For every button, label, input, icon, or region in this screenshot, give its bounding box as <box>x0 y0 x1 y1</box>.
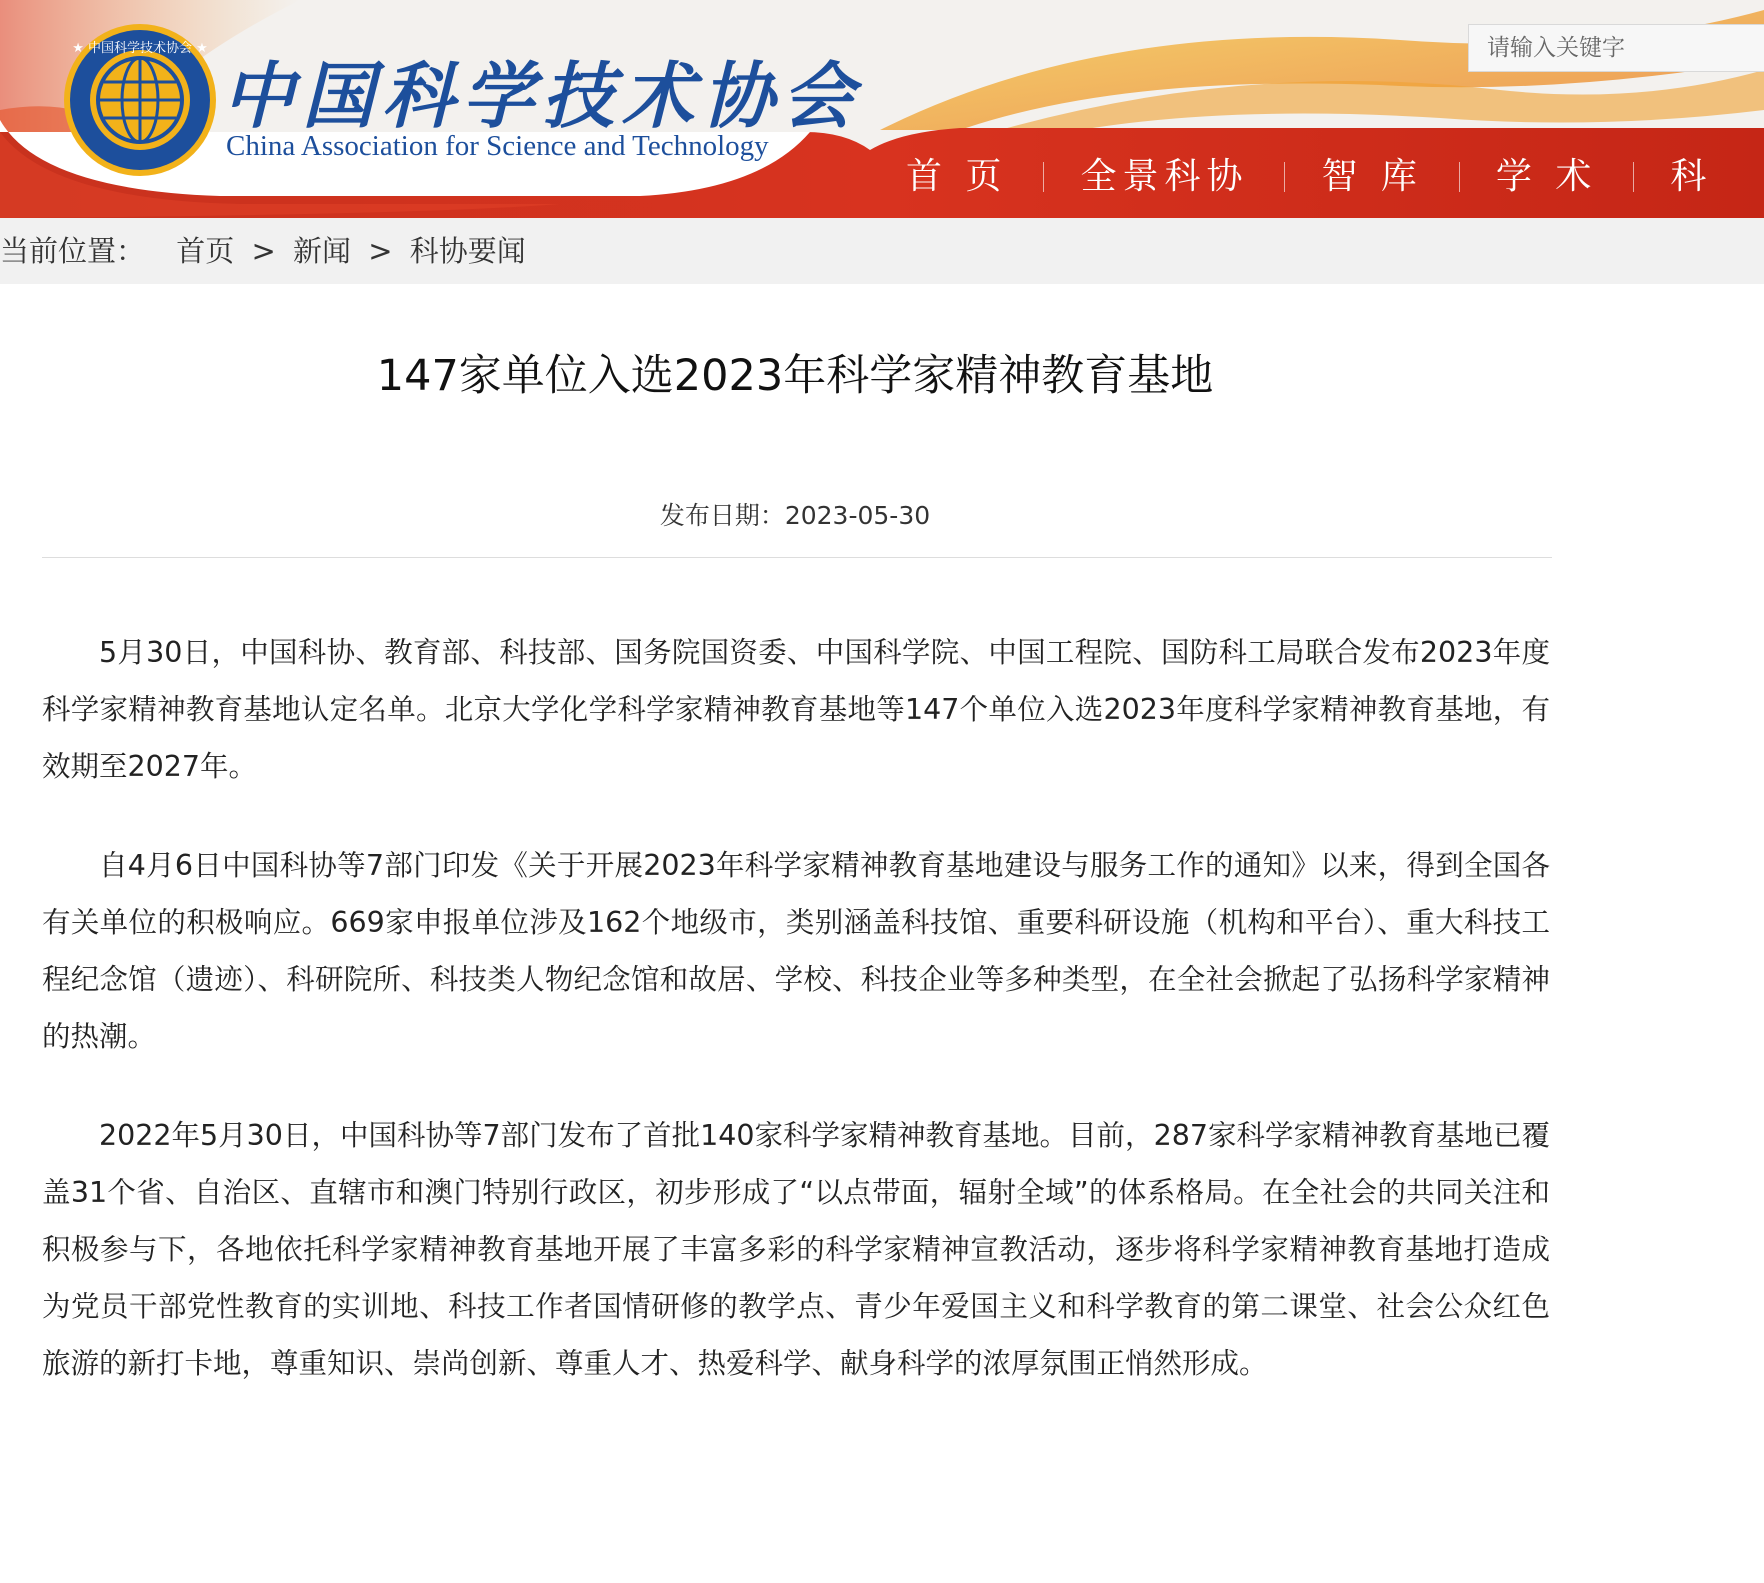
breadcrumb-link-cast-news[interactable]: 科协要闻 <box>409 234 526 268</box>
article-paragraph: 自4月6日中国科协等7部门印发《关于开展2023年科学家精神教育基地建设与服务工作的通知》以来，得到全国各有关单位的积极响应。669家申报单位涉及162个地级市，类别涵盖科技馆、重要科研设施（机构和平台）、重大科技工程纪念馆（遗迹）、科研院所、科技类人物纪念馆和故居、学校、科技企业等多种类型，在全社会掀起了弘扬科学家精神的热潮。 <box>42 849 1550 1053</box>
site-logo-chinese[interactable]: 中国科学技术协会 <box>222 53 863 138</box>
article-body <box>42 624 1550 1434</box>
breadcrumb-separator: > <box>251 234 276 268</box>
site-logo-english[interactable]: China Association for Science and Technology <box>226 130 769 162</box>
nav-item-think-tank[interactable]: 智 库 <box>1321 156 1423 197</box>
emblem-ring-text: ★ 中国科学技术协会 ★ <box>72 41 208 56</box>
article-title: 147家单位入选2023年科学家精神教育基地 <box>376 351 1214 401</box>
publish-date: 发布日期：2023-05-30 <box>659 501 931 530</box>
breadcrumb <box>0 218 1764 284</box>
nav-item-panorama[interactable]: 全景科协 <box>1080 156 1249 197</box>
search-input[interactable]: 请输入关键字 <box>1468 24 1764 72</box>
nav-item-academic[interactable]: 学 术 <box>1495 156 1598 197</box>
title-divider <box>42 557 1552 558</box>
breadcrumb-separator: > <box>368 234 393 268</box>
breadcrumb-link-home[interactable]: 首页 <box>176 234 235 268</box>
article-paragraph: 5月30日，中国科协、教育部、科技部、国务院国资委、中国科学院、中国工程院、国防科工局联合发布2023年度科学家精神教育基地认定名单。北京大学化学科学家精神教育基地等147个单位入选2023年度科学家精神教育基地，有效期至2027年。 <box>42 636 1550 783</box>
nav-item-more[interactable]: 科 <box>1670 156 1713 197</box>
article-paragraph: 2022年5月30日，中国科协等7部门发布了首批140家科学家精神教育基地。目前，287家科学家精神教育基地已覆盖31个省、自治区、直辖市和澳门特别行政区，初步形成了“以点带面，辐射全域”的体系格局。在全社会的共同关注和积极参与下，各地依托科学家精神教育基地开展了丰富多彩的科学家精神宣教活动，逐步将科学家精神教育基地打造成为党员干部党性教育的实训地、科技工作者国情研修的教学点、青少年爱国主义和科学教育的第二课堂、社会公众红色旅游的新打卡地，尊重知识、崇尚创新、尊重人才、热爱科学、献身科学的浓厚氛围正悄然形成。 <box>42 1119 1550 1380</box>
breadcrumb-label: 当前位置： <box>0 234 146 268</box>
site-header <box>0 0 1764 218</box>
nav-item-home[interactable]: 首 页 <box>906 156 1008 197</box>
breadcrumb-link-news[interactable]: 新闻 <box>293 234 352 268</box>
casst-emblem-logo <box>62 22 218 178</box>
main-nav <box>870 152 1748 202</box>
